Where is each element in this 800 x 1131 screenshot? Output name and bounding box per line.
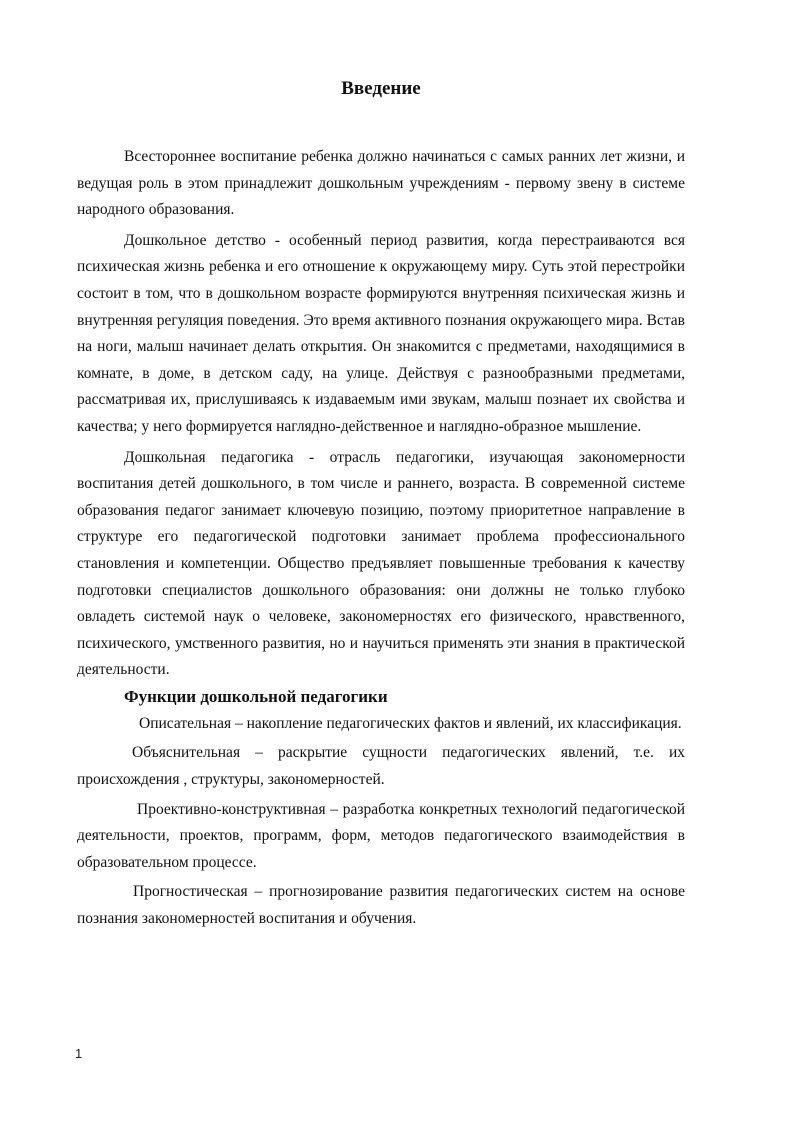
introduction-section (77, 144, 685, 684)
function-item: Проективно-конструктивная – разработка конкретных технологий педагогической деятельности, проектов, программ, форм, методов педагогического взаимодействия в образовательном процессе. (77, 800, 685, 871)
document-body (77, 144, 685, 933)
function-item: Объяснительная – раскрытие сущности педагогических явлений, т.е. их происхождения , структуры, закономерностей. (77, 744, 685, 789)
function-item: Прогностическая – прогнозирование развития педагогических систем на основе познания закономерностей воспитания и обучения. (77, 883, 685, 928)
functions-list (77, 711, 685, 933)
intro-paragraph: Дошкольное детство - особенный период развития, когда перестраиваются вся психическая жизнь ребенка и его отношение к окружающему миру. Суть этой перестройки состоит в том, что в дошкольном возрасте формируются внутренняя психическая жизнь и внутренняя регуляция поведения. Это время активного познания окружающего мира. Встав на ноги, малыш начинает делать открытия. Он знакомится с предметами, находящимися в комнате, в доме, в детском саду, на улице. Действуя с разнообразными предметами, рассматривая их, прислушиваясь к издаваемым ими звукам, малыш познает их свойства и качества; у него формируется наглядно-действенное и наглядно-образное мышление. (77, 231, 685, 435)
intro-paragraph: Всестороннее воспитание ребенка должно начинаться с самых ранних лет жизни, и ведущая роль в этом принадлежит дошкольным учреждениям - первому звену в системе народного образования. (77, 148, 685, 219)
page-number: 1 (75, 1046, 83, 1061)
intro-paragraph: Дошкольная педагогика - отрасль педагогики, изучающая закономерности воспитания детей дошкольного, в том числе и раннего, возраста. В современной системе образования педагог занимает ключевую позицию, поэтому приоритетное направление в структуре его педагогической подготовки занимает проблема профессионального становления и компетенции. Общество предъявляет повышенные требования к качеству подготовки специалистов дошкольного образования: они должны не только глубоко овладеть системой наук о человеке, закономерностях его физического, нравственного, психического, умственного развития, но и научиться применять эти знания в практической деятельности. (77, 448, 685, 679)
page-title: Введение (341, 78, 421, 99)
section-heading: Функции дошкольной педагогики (124, 686, 388, 706)
function-item: Описательная – накопление педагогических фактов и явлений, их классификация. (139, 714, 682, 732)
